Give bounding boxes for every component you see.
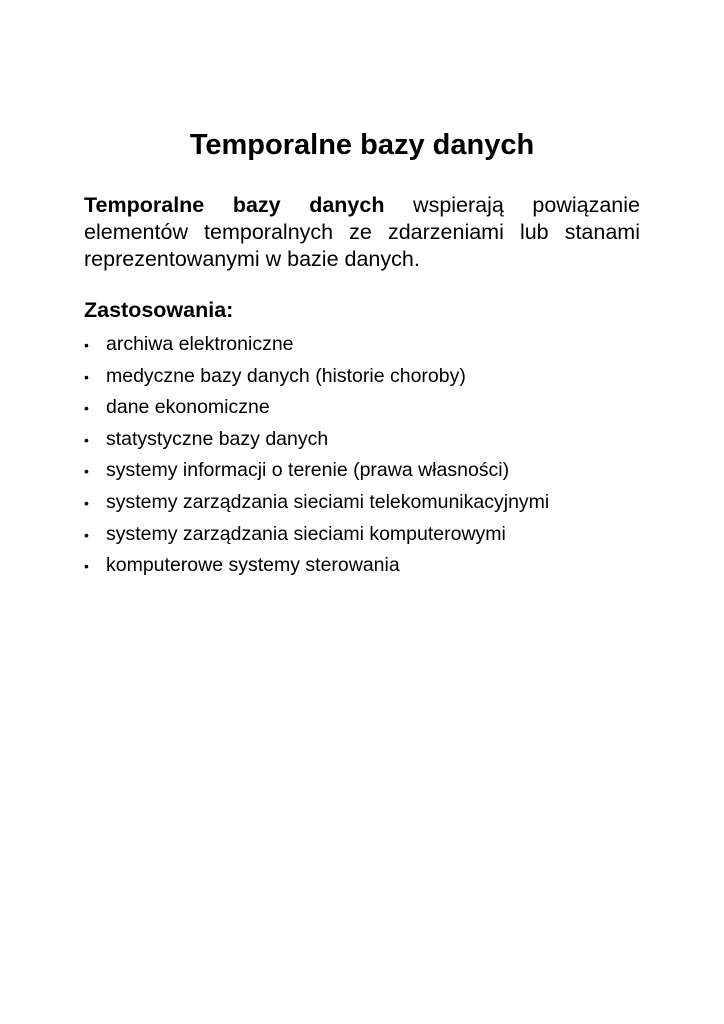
bullet-icon: • [84, 463, 89, 480]
list-item-text: archiwa elektroniczne [106, 333, 294, 355]
list-item-text: systemy informacji o terenie (prawa własności) [106, 459, 510, 482]
list-item-text: medyczne bazy danych (historie choroby) [106, 364, 466, 387]
list-item [84, 456, 684, 488]
list-item [84, 393, 684, 425]
list-item [84, 520, 684, 552]
list-item [84, 488, 684, 520]
intro-text: wspierają powiązanie elementów temporalnych ze zdarzeniami lub stanami reprezentowanymi w bazie danych. [84, 193, 640, 271]
list-item [84, 330, 684, 362]
bullet-icon: • [84, 431, 89, 448]
bullet-icon: • [84, 337, 89, 353]
bullet-icon: • [84, 558, 89, 575]
list-item [84, 425, 684, 457]
bullet-icon: • [84, 526, 89, 543]
list-item-text: systemy zarządzania sieciami telekomunikacyjnymi [106, 490, 550, 513]
list-item [84, 551, 684, 583]
page-title: Temporalne bazy danych [189, 129, 535, 161]
list-item-text: statystyczne bazy danych [106, 427, 329, 450]
list-item [84, 362, 684, 394]
intro-paragraph [84, 192, 640, 273]
applications-list [84, 330, 684, 583]
list-item-text: dane ekonomiczne [106, 396, 270, 419]
bullet-icon: • [84, 400, 89, 417]
applications-heading: Zastosowania: [84, 298, 234, 322]
bullet-icon: • [84, 368, 89, 385]
bullet-icon: • [84, 494, 89, 511]
intro-lead-term: Temporalne bazy danych [84, 193, 385, 217]
list-item-text: systemy zarządzania sieciami komputerowymi [106, 522, 506, 545]
list-item-text: komputerowe systemy sterowania [106, 554, 400, 577]
